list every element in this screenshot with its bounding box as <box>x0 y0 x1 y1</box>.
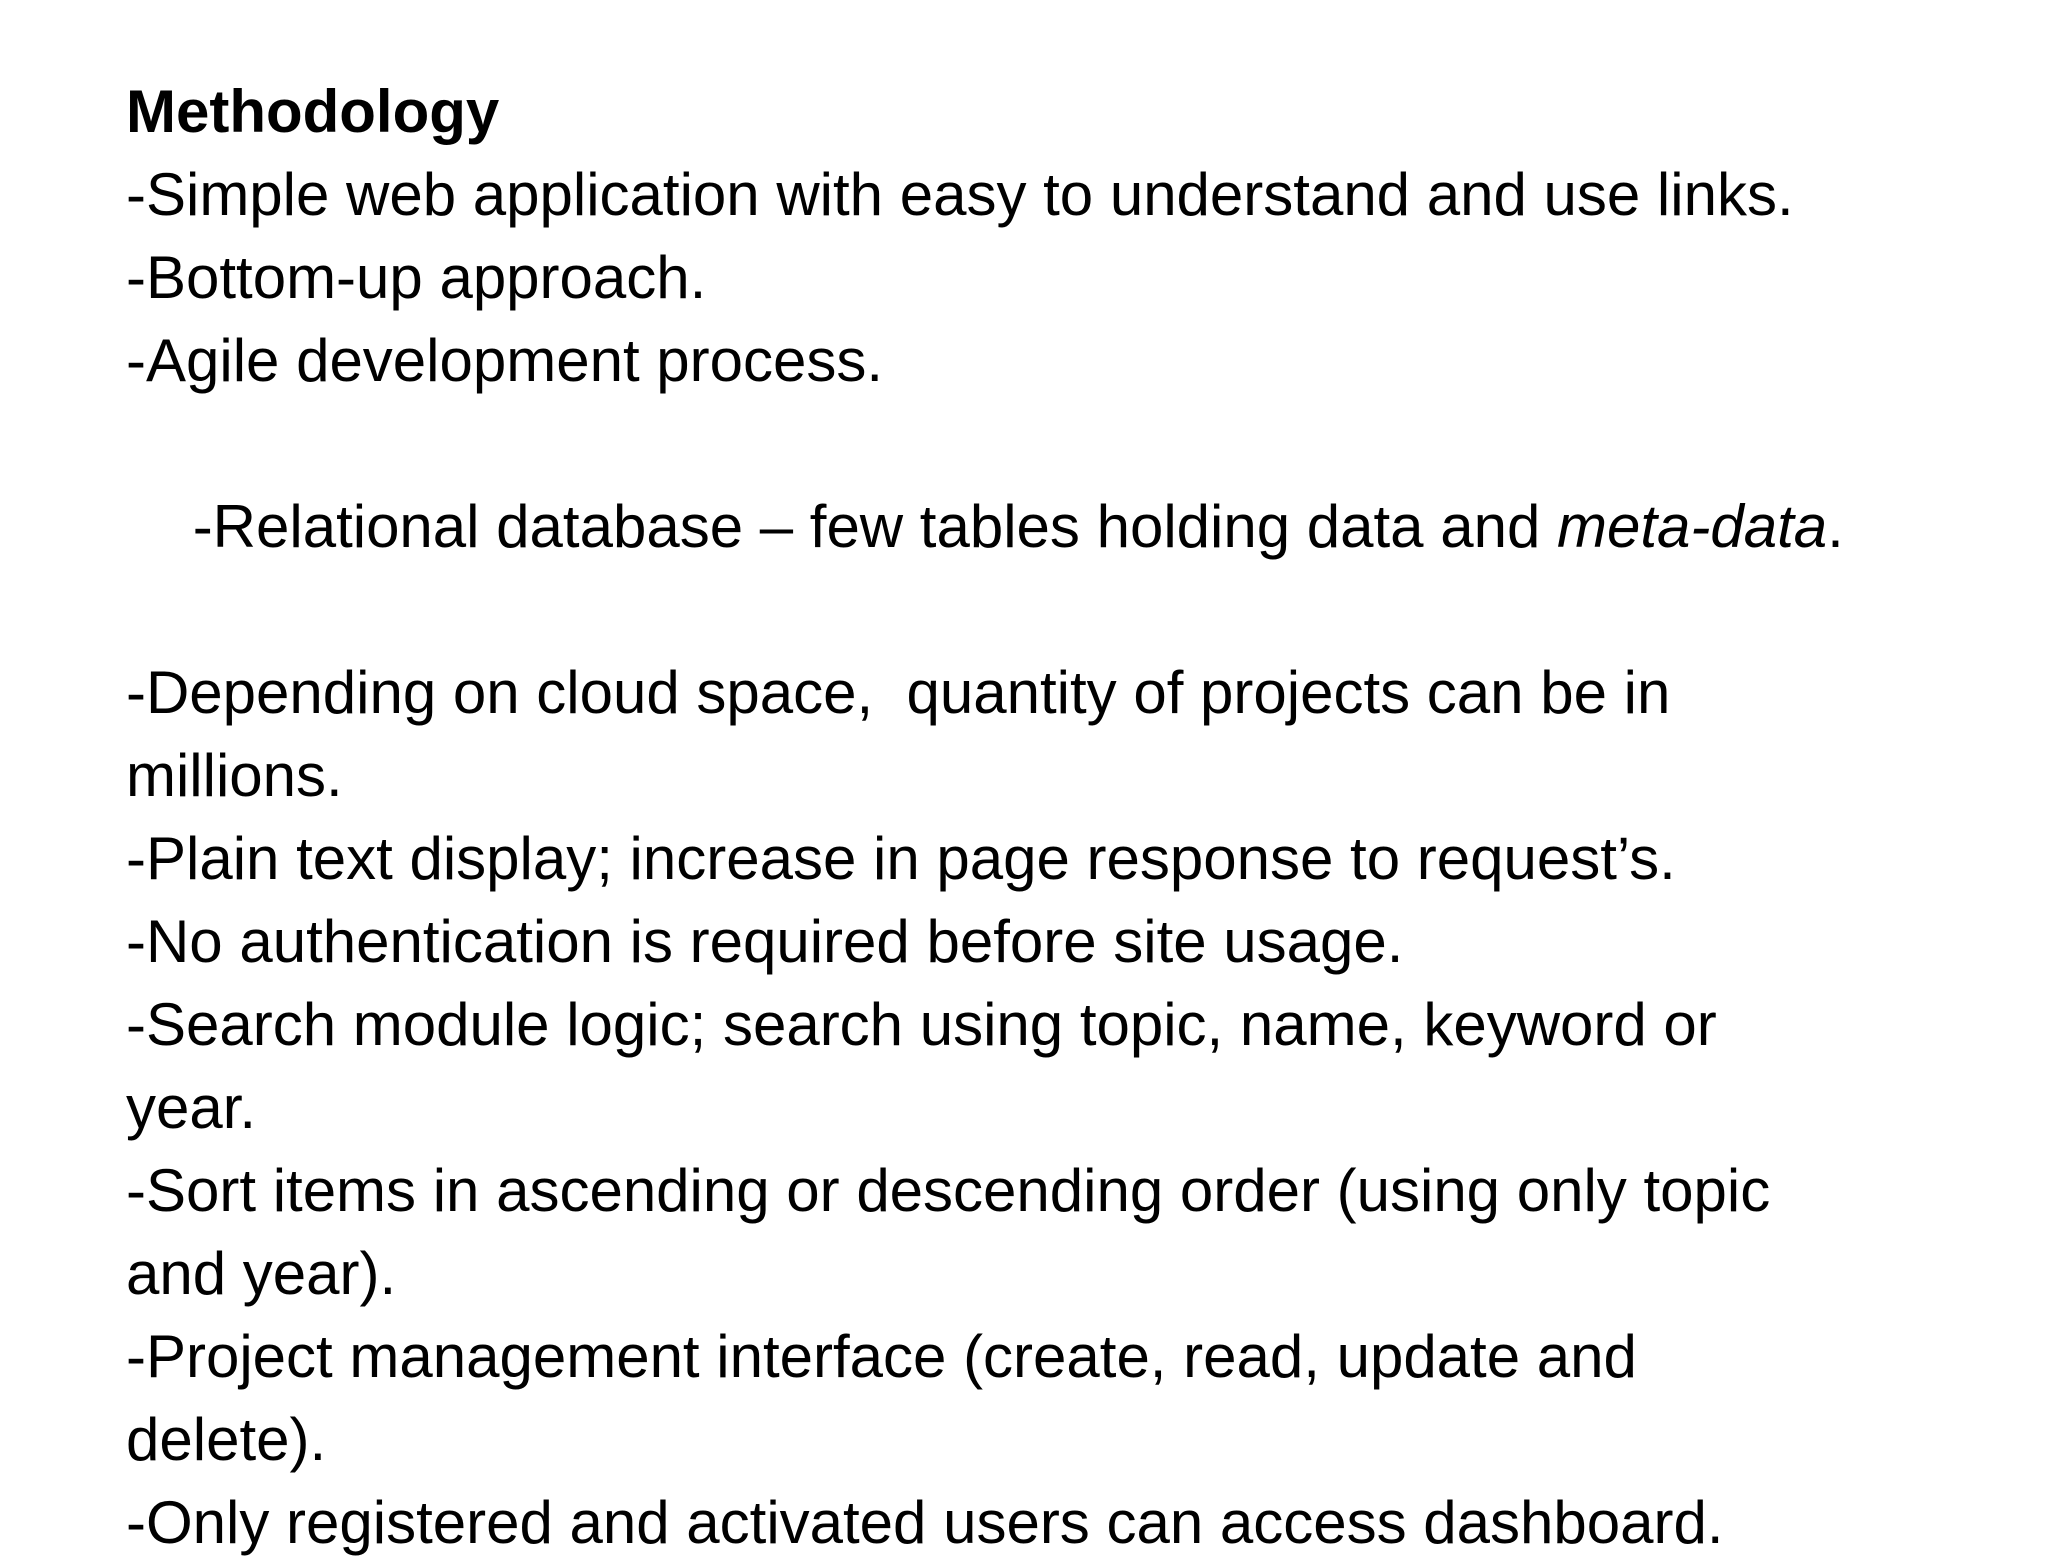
bullet-line: -Search module logic; search using topic, name, keyword or <box>126 991 1717 1058</box>
bullet-line: -Depending on cloud space, quantity of projects can be in <box>126 659 1671 726</box>
italic-term: meta-data <box>1556 493 1828 560</box>
bullet-line-continuation: delete). <box>126 1406 327 1473</box>
bullet-line: -Bottom-up approach. <box>126 244 707 311</box>
bullet-line: -No authentication is required before site usage. <box>126 908 1404 975</box>
bullet-line: -Simple web application with easy to understand and use links. <box>126 161 1794 228</box>
methodology-slide <box>126 70 1926 1564</box>
bullet-line: -Only registered and activated users can access dashboard. <box>126 1489 1724 1556</box>
slide-title: Methodology <box>126 78 500 145</box>
bullet-line-continuation: and year). <box>126 1240 397 1307</box>
bullet-line: -Sort items in ascending or descending order (using only topic <box>126 1157 1771 1224</box>
bullet-text: . <box>1827 493 1844 560</box>
bullet-line: -Project management interface (create, read, update and <box>126 1323 1637 1390</box>
bullet-line-continuation: year. <box>126 1074 257 1141</box>
bullet-text: -Relational database – few tables holding data and <box>192 493 1557 560</box>
bullet-line: -Plain text display; increase in page response to request’s. <box>126 825 1676 892</box>
bullet-line: -Agile development process. <box>126 327 884 394</box>
bullet-line-continuation: millions. <box>126 742 343 809</box>
bullet-line <box>126 402 1926 651</box>
